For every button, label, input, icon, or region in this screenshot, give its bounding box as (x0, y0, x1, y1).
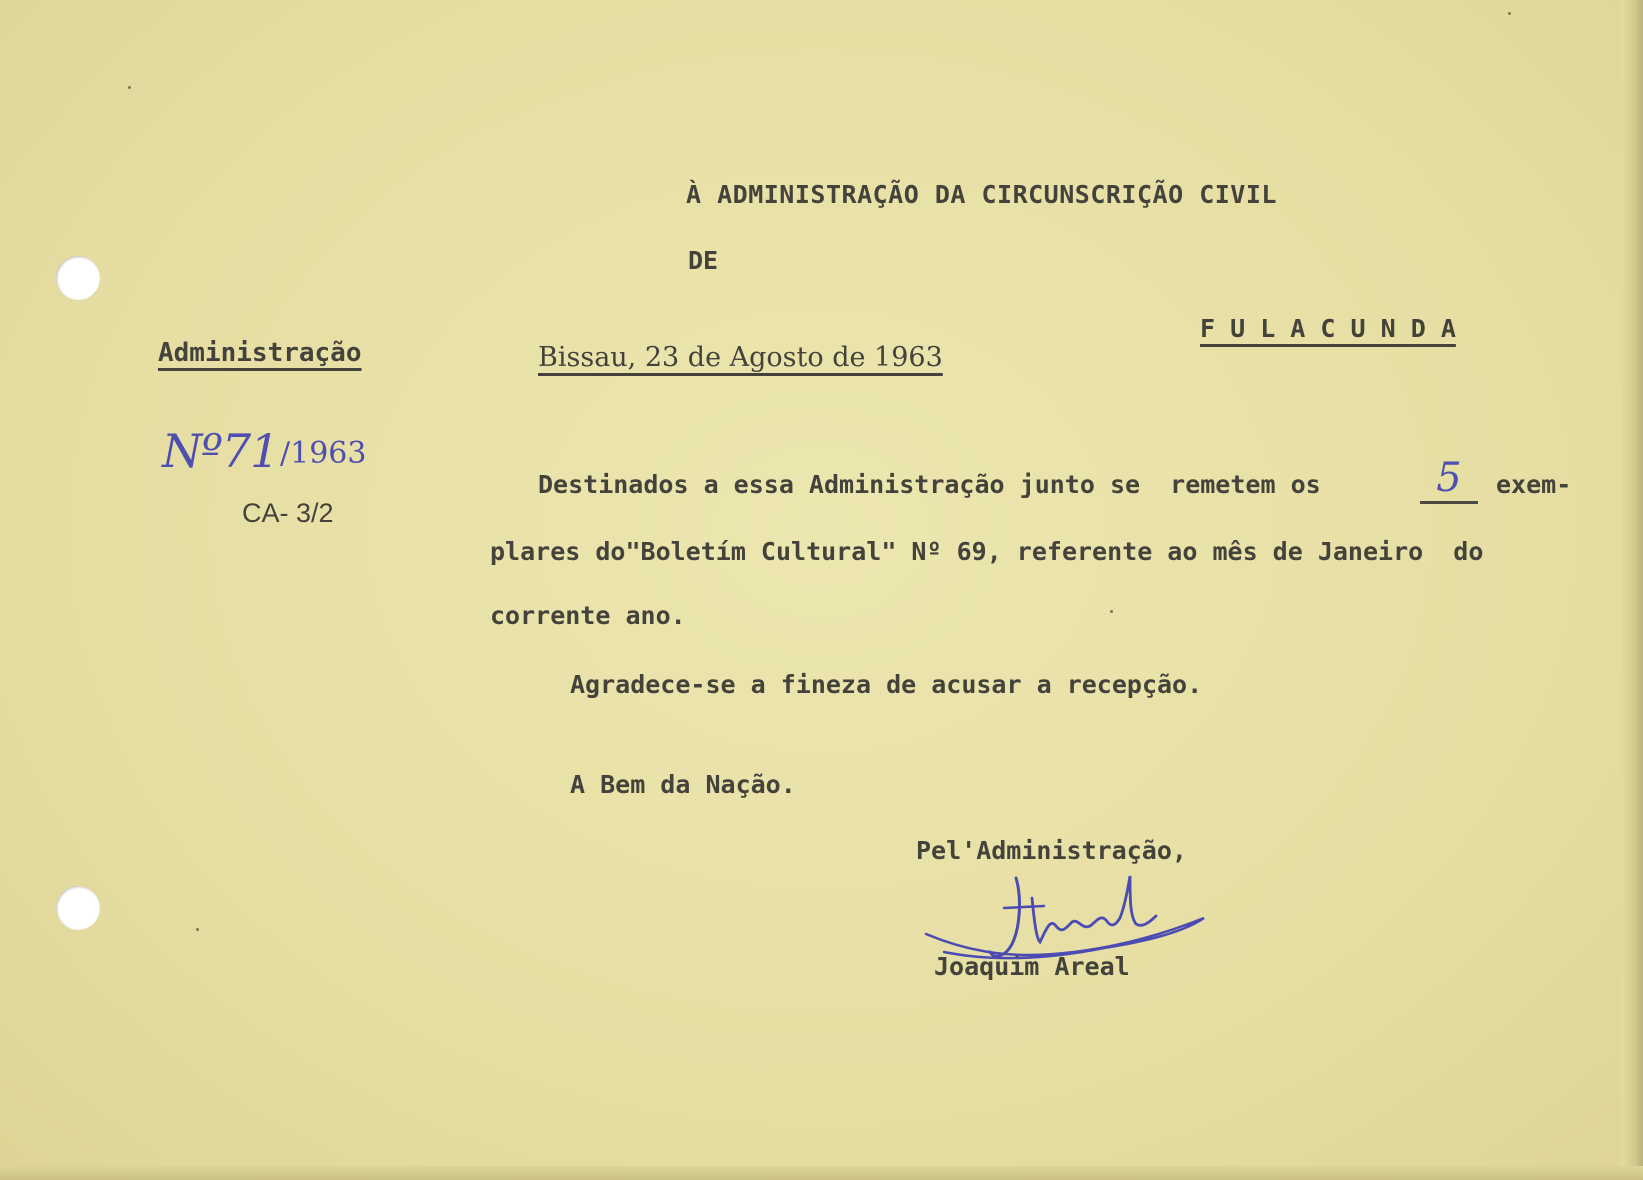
sender-label: Administração (158, 338, 362, 368)
paper-speck (128, 86, 131, 89)
paper-edge-right (1621, 0, 1643, 1180)
closing-formula: A Bem da Nação. (570, 770, 796, 799)
place-date: Bissau, 23 de Agosto de 1963 (538, 342, 943, 373)
punch-hole-bottom (56, 886, 100, 930)
punch-hole-top (56, 256, 100, 300)
body-line-1: Destinados a essa Administração junto se remetem os (538, 470, 1321, 499)
signatory-name: Joaquim Areal (934, 952, 1130, 981)
body-line-3: corrente ano. (490, 601, 686, 630)
paper-edge-bottom (0, 1166, 1643, 1180)
addressee-place: F U L A C U N D A (1200, 314, 1456, 343)
paper-speck (1508, 12, 1511, 15)
handwritten-signature (924, 868, 1224, 978)
handwritten-reference-number: Nº71 (162, 424, 279, 478)
body-line-2: plares do"Boletím Cultural" Nº 69, referente ao mês de Janeiro do (490, 537, 1484, 566)
paper-speck (196, 928, 199, 931)
handwritten-copy-count: 5 (1420, 455, 1478, 504)
body-line-4: Agradece-se a fineza de acusar a recepção. (570, 670, 1203, 699)
paper-speck (1110, 610, 1113, 613)
body-line-1-end: exem- (1496, 470, 1572, 499)
addressee-line-2: DE (688, 246, 719, 275)
addressee-line-1: À ADMINISTRAÇÃO DA CIRCUNSCRIÇÃO CIVIL (686, 180, 1277, 209)
signoff: Pel'Administração, (916, 836, 1187, 865)
reference-code: CA- 3/2 (242, 498, 334, 528)
reference-year: /1963 (280, 436, 367, 471)
